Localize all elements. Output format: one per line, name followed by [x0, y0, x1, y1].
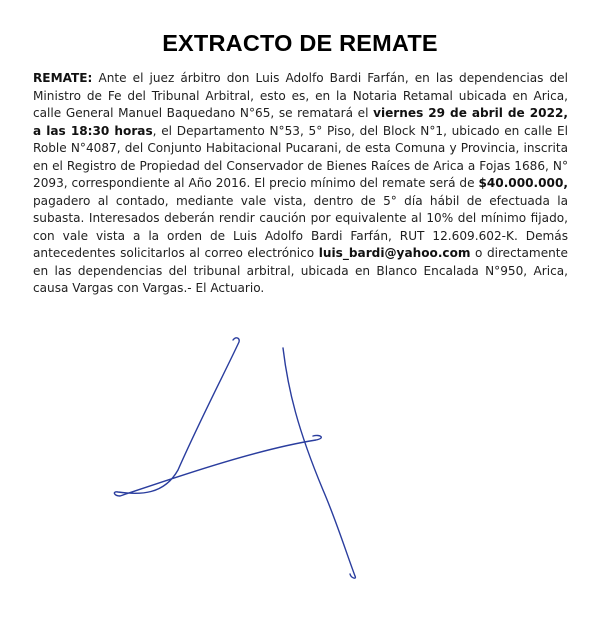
signature-stroke	[114, 338, 321, 496]
remate-label: REMATE:	[33, 71, 93, 85]
notice-text-part-3: pagadero al contado, mediante vale vista, dentro de 5° día hábil de efectuada la subasta. Interesados deberán rendir caución por equivalente al 10% del mínimo fijado, con vale vista a la orden de Luis Adolfo Bardi Farfán, RUT 12.609.602-K. Demás antecedentes solicitarlos al correo electrónico	[33, 193, 568, 260]
document-title: EXTRACTO DE REMATE	[162, 30, 438, 56]
handwritten-signature	[108, 330, 358, 590]
signature-stroke-cross	[283, 348, 355, 578]
notice-text-part-2: , el Departamento N°53, 5° Piso, del Block N°1, ubicado en calle El Roble N°4087, del Conjunto Habitacional Pucarani, de esta Comuna y Provincia, inscrita en el Registro de Propiedad del Conservador de Bienes Raíces de Arica a Fojas 1686, N° 2093, correspondiente al Año 2016. El precio mínimo del remate será de	[33, 123, 568, 190]
auction-date: viernes 29 de abril de 2022, a las 18:30 horas	[33, 106, 568, 138]
notice-text-part-4: o directamente en las dependencias del tribunal arbitral, ubicada en Blanco Encalada N°950, Arica, causa Vargas con Vargas.- El Actuario.	[33, 246, 568, 295]
auction-notice-text	[33, 70, 568, 298]
notice-text-part-1: Ante el juez árbitro don Luis Adolfo Bardi Farfán, en las dependencias del Ministro de Fe del Tribunal Arbitral, esto es, en la Notaria Retamal ubicada en Arica, calle General Manuel Baquedano N°65, se rematará el	[33, 71, 568, 120]
minimum-price: $40.000.000,	[478, 176, 568, 190]
contact-email: luis_bardi@yahoo.com	[318, 246, 471, 260]
